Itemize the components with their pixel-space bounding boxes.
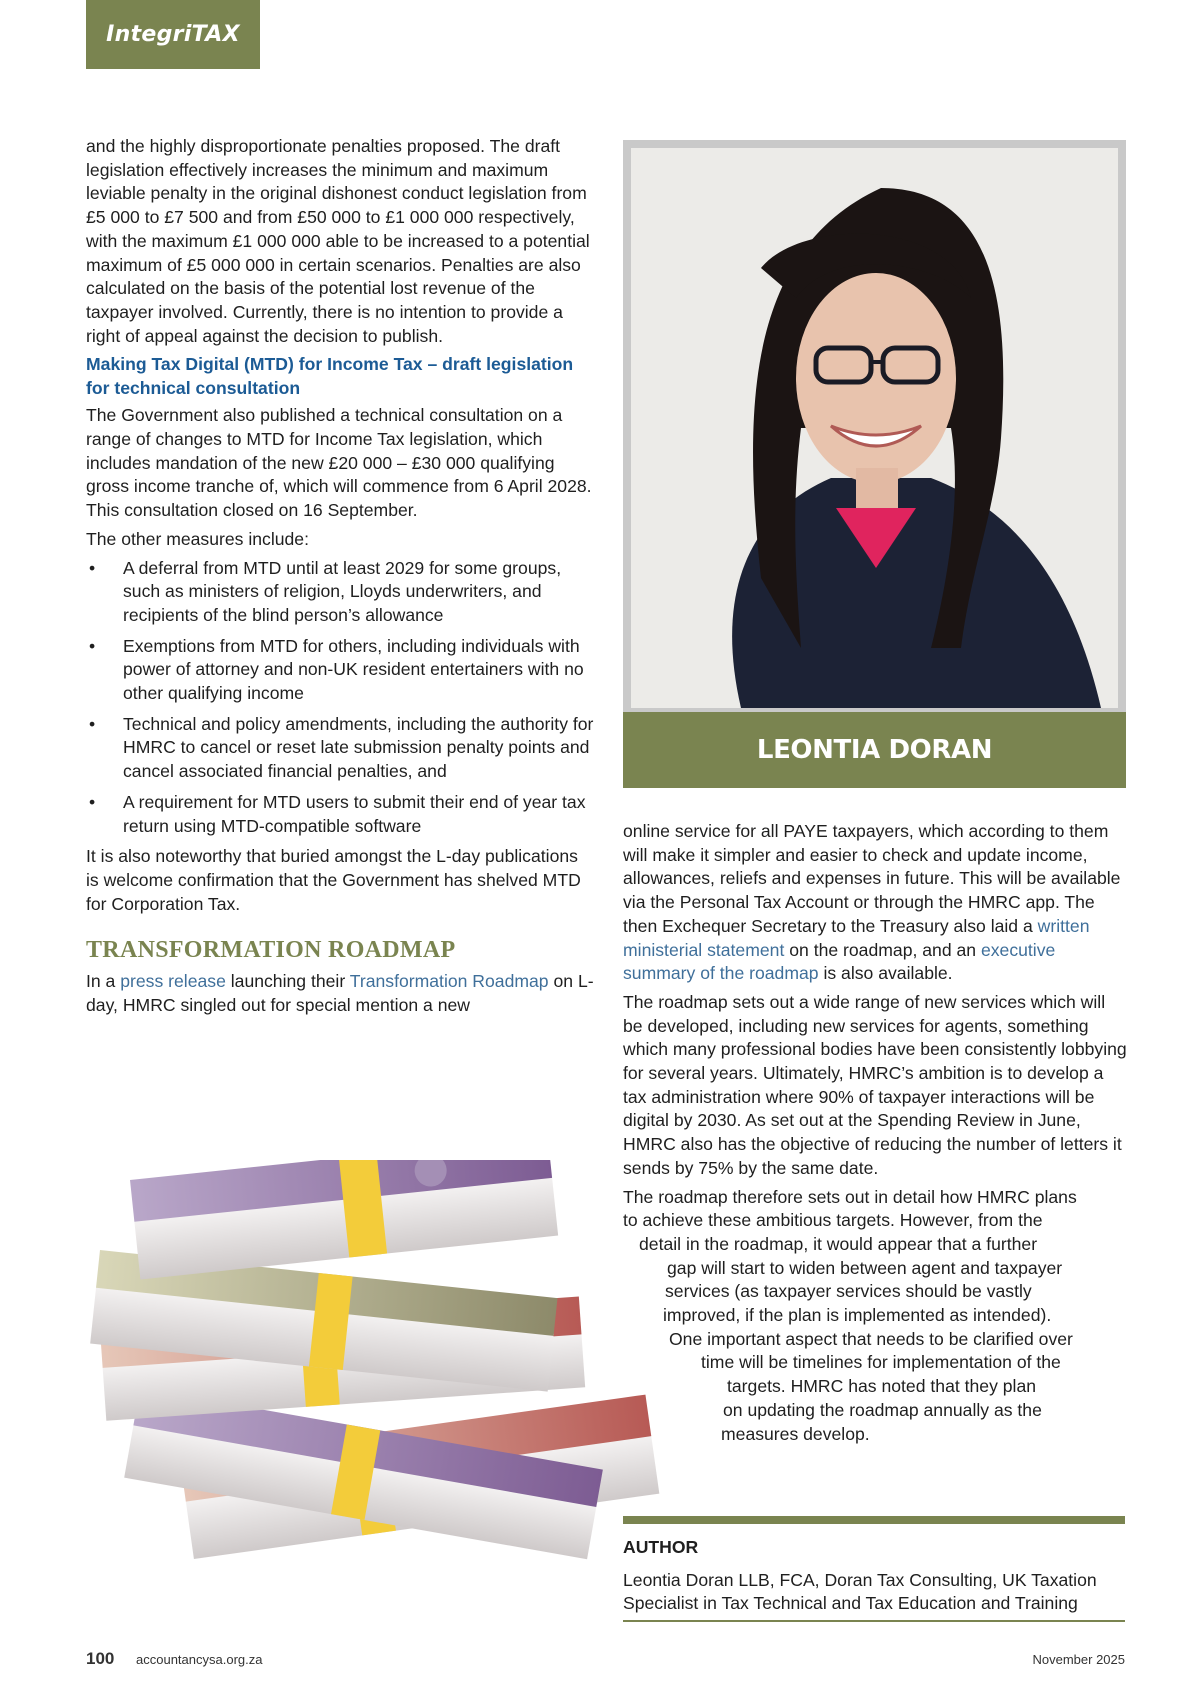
text-line: The roadmap therefore sets out in detail how HMRC plans (623, 1186, 1077, 1207)
measures-intro: The other measures include: (86, 528, 309, 549)
author-bottom-rule (623, 1620, 1125, 1622)
paye-text-a: online service for all PAYE taxpayers, which according to them will make it simpler and easier to check and update income, allowances, reliefs and expenses in future. This will be available via the Personal Tax Account or through the HMRC app. The then Exchequer Secretary to the Treasury also laid a (623, 821, 1121, 936)
stack-top (130, 1160, 558, 1279)
roadmap-paragraph (86, 970, 594, 1017)
author-photo-frame (623, 140, 1126, 712)
roadmap-text-b: launching their (225, 971, 350, 992)
text-line: time will be timelines for implementation of the (701, 1352, 1061, 1373)
text-line: detail in the roadmap, it would appear that a further (639, 1233, 1038, 1254)
list-item (86, 713, 594, 784)
text-line: gap will start to widen between agent and taxpayer (667, 1257, 1063, 1278)
masthead-logo (86, 0, 260, 69)
website-footer: accountancysa.org.za (136, 1652, 263, 1667)
mtd-subheading: Making Tax Digital (MTD) for Income Tax – draft legislation for technical consultation (86, 354, 574, 398)
bullet-marker: • (89, 635, 96, 656)
text-line: on updating the roadmap annually as the (723, 1399, 1042, 1420)
page-number: 100 (86, 1649, 115, 1668)
text-line: targets. HMRC has noted that they plan (727, 1376, 1037, 1397)
executive-summary-link[interactable]: executive summary of the roadmap (623, 939, 1056, 984)
roadmap-text-a: In a (86, 971, 121, 992)
section-heading: TRANSFORMATION ROADMAP (86, 937, 456, 964)
list-item-text: A deferral from MTD until at least 2029 for some groups, such as ministers of religion, Lloyds underwriters, and recipients of the blind person’s allowance (123, 557, 562, 625)
left-column (86, 135, 594, 1023)
transformation-roadmap-link[interactable]: Transformation Roadmap (349, 971, 549, 992)
list-item-text: A requirement for MTD users to submit their end of year tax return using MTD-compatible software (123, 791, 586, 836)
intro-paragraph: and the highly disproportionate penalties proposed. The draft legislation effectively increases the minimum and maximum leviable penalty in the original dishonest conduct legislation from £5 000 to £7 500 and from £50 000 to £1 000 000 respectively, with the maximum £1 000 000 able to be increased to a potential maximum of £5 000 000 in certain scenarios. Penalties are also calculated on the basis of the potential lost revenue of the taxpayer involved. Currently, there is no intention to provide a right of appeal against the decision to publish. (86, 136, 590, 346)
banknote-stacks-image (60, 1160, 680, 1590)
text-line: improved, if the plan is implemented as intended). (663, 1305, 1052, 1326)
mtd-paragraph: The Government also published a technical consultation on a range of changes to MTD for Income Tax legislation, which includes mandation of the new £20 000 – £30 000 qualifying gross income tranche of, which will commence from 6 April 2028. This consultation closed on 16 September. (86, 405, 592, 521)
right-column (623, 820, 1128, 1446)
author-divider (623, 1516, 1125, 1524)
noteworthy-paragraph: It is also noteworthy that buried amongst the L-day publications is welcome confirmation that the Government has shelved MTD for Corporation Tax. (86, 846, 581, 914)
issue-date: November 2025 (1032, 1652, 1125, 1667)
list-item-text: Technical and policy amendments, including the authority for HMRC to cancel or reset late submission penalty points and cancel associated financial penalties, and (123, 713, 594, 782)
text-line: to achieve these ambitious targets. However, from the (623, 1210, 1043, 1231)
author-photo (631, 148, 1118, 708)
logo-text-integri: Integri (106, 22, 192, 47)
paye-paragraph (623, 820, 1128, 986)
list-item-text: Exemptions from MTD for others, including individuals with power of attorney and non-UK resident entertainers with no other qualifying income (123, 635, 584, 704)
bullet-marker: • (89, 557, 96, 578)
author-label: AUTHOR (623, 1537, 699, 1557)
author-bio: Leontia Doran LLB, FCA, Doran Tax Consulting, UK Taxation Specialist in Tax Technical and Tax Education and Training (623, 1570, 1097, 1613)
press-release-link[interactable]: press release (120, 971, 226, 992)
author-block (623, 1536, 1128, 1615)
author-name-banner: LEONTIA DORAN (623, 712, 1126, 788)
bullet-marker: • (89, 791, 96, 812)
bullet-marker: • (89, 713, 96, 734)
logo-text-tax: TAX (191, 22, 240, 47)
written-ministerial-statement-link[interactable]: written ministerial statement (623, 915, 1090, 960)
text-line: One important aspect that needs to be clarified over (669, 1328, 1073, 1349)
roadmap-text-c: on L-day, HMRC singled out for special mention a new (86, 971, 594, 1016)
measures-list (86, 557, 594, 839)
list-item (86, 635, 594, 706)
list-item (86, 557, 594, 628)
roadmap-services-paragraph: The roadmap sets out a wide range of new services which will be developed, including new services for agents, something which many professional bodies have been consistently lobbying for several years. Ultimately, HMRC’s ambition is to develop a tax administration where 90% of taxpayer interactions will be digital by 2030. As set out at the Spending Review in June, HMRC also has the objective of reducing the number of letters it sends by 75% by the same date. (623, 991, 1127, 1178)
text-line: measures develop. (721, 1423, 870, 1444)
list-item (86, 791, 594, 838)
paye-text-c: is also available. (818, 963, 953, 984)
paye-text-b: on the roadmap, and an (784, 939, 981, 960)
roadmap-targets-paragraph (623, 1186, 1128, 1447)
text-line: services (as taxpayer services should be vastly (665, 1281, 1032, 1302)
